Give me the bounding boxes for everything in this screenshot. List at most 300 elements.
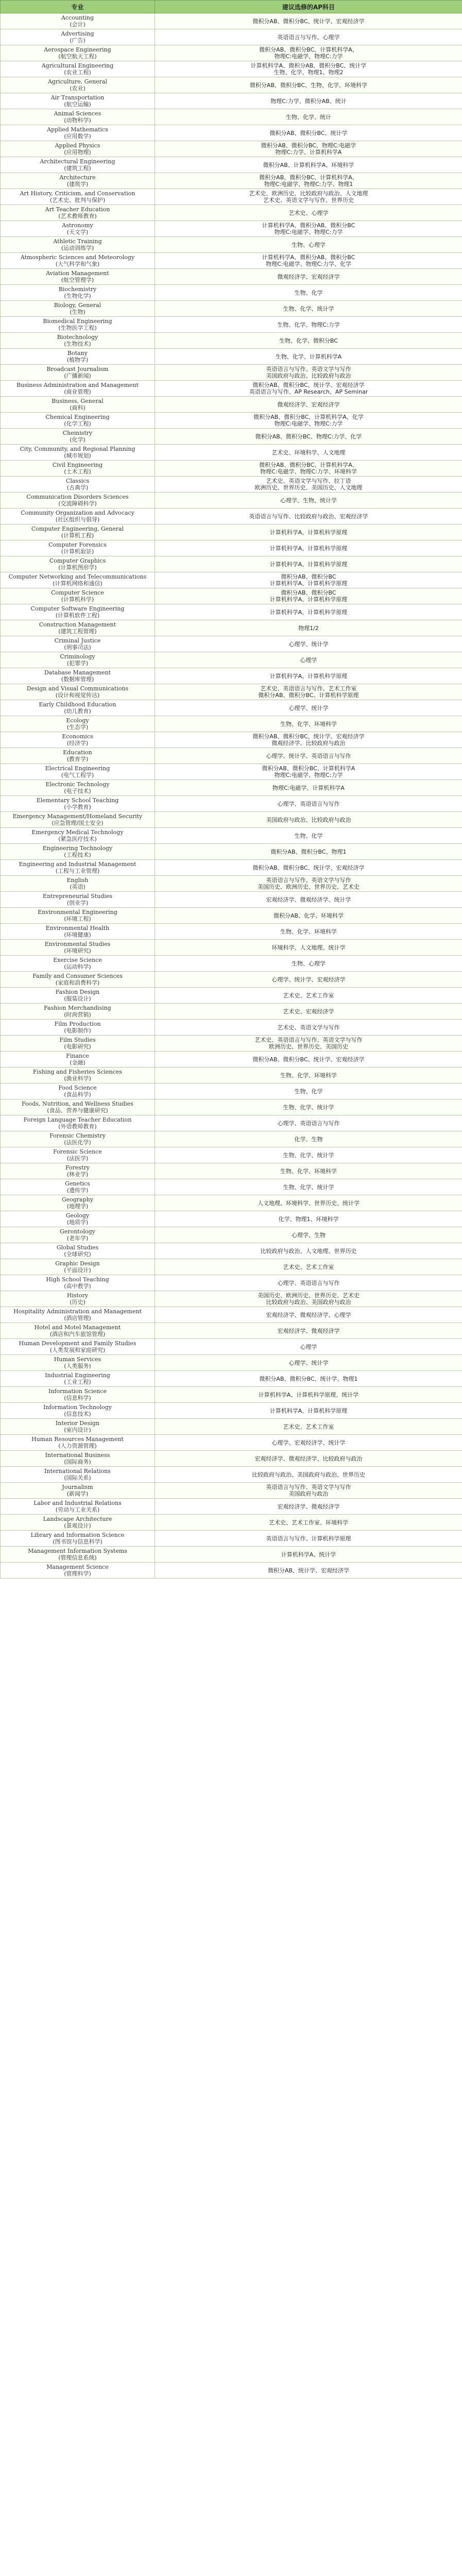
major-name-en: Computer Engineering, General bbox=[31, 526, 124, 532]
table-row bbox=[1, 940, 462, 956]
table-row bbox=[1, 493, 462, 509]
table-row bbox=[1, 45, 462, 61]
course-cell bbox=[155, 205, 462, 221]
major-name-en: Labor and Industrial Relations bbox=[33, 1500, 122, 1506]
major-name-cn: (外语教师教育) bbox=[58, 1123, 97, 1130]
major-name-en: Advertising bbox=[61, 30, 94, 37]
major-name-en: International Relations bbox=[44, 1468, 111, 1475]
major-name-cn: (航空航天工程) bbox=[58, 53, 97, 60]
table-row bbox=[1, 1067, 462, 1083]
course-cell bbox=[155, 1227, 462, 1243]
major-cell bbox=[1, 1467, 155, 1483]
course-line: 英语语言与写作、英语文学与写作 bbox=[266, 877, 351, 884]
major-cell bbox=[1, 429, 155, 445]
course-line: 物理C:电磁学、物理C:力学、环境科学 bbox=[260, 468, 357, 475]
major-name-cn: (生物) bbox=[70, 309, 85, 315]
major-name-en: Film Studies bbox=[59, 1037, 96, 1043]
course-line: 艺术史、欧洲历史、比较政府与政治、人文地理 bbox=[249, 190, 368, 197]
major-name-cn: (城市规划) bbox=[64, 452, 91, 459]
course-line: 比较政府与政治、美国政府与政治 bbox=[266, 1299, 351, 1306]
table-row bbox=[1, 413, 462, 429]
course-cell bbox=[155, 397, 462, 413]
course-cell bbox=[155, 1307, 462, 1323]
course-line: 心理学、英语语言与写作 bbox=[277, 800, 340, 807]
major-cell bbox=[1, 173, 155, 189]
major-cell bbox=[1, 349, 155, 365]
course-cell bbox=[155, 524, 462, 540]
course-line: 微积分AB、微积分BC、统计学、宏观经济学 bbox=[252, 382, 365, 388]
course-cell bbox=[155, 588, 462, 604]
major-name-cn: (建筑学) bbox=[66, 181, 89, 188]
major-name-cn: (工程技术) bbox=[64, 852, 91, 858]
course-line: 生物、化学 bbox=[294, 1088, 323, 1095]
major-cell bbox=[1, 908, 155, 924]
table-row bbox=[1, 1211, 462, 1227]
major-name-en: Emergency Medical Technology bbox=[31, 829, 124, 836]
course-line: 计算机科学A、计算机科学原理 bbox=[269, 672, 348, 680]
major-name-en: Management Science bbox=[46, 1564, 109, 1570]
table-row bbox=[1, 892, 462, 908]
major-cell bbox=[1, 29, 155, 45]
major-cell bbox=[1, 1067, 155, 1083]
major-name-en: Industrial Engineering bbox=[45, 1372, 110, 1379]
major-cell bbox=[1, 732, 155, 748]
major-cell bbox=[1, 253, 155, 269]
table-row bbox=[1, 1115, 462, 1131]
major-cell bbox=[1, 956, 155, 972]
major-cell bbox=[1, 876, 155, 892]
table-row bbox=[1, 445, 462, 461]
major-name-en: Forensic Science bbox=[53, 1148, 102, 1155]
course-line: 物理1/2 bbox=[298, 624, 319, 632]
major-name-cn: (新闻学) bbox=[66, 1490, 89, 1497]
table-row bbox=[1, 29, 462, 45]
course-line: 心理学、统计学、宏观经济学 bbox=[271, 976, 346, 983]
major-name-cn: (应用数学) bbox=[64, 133, 91, 140]
table-row bbox=[1, 764, 462, 780]
course-cell bbox=[155, 636, 462, 652]
major-name-en: Aviation Management bbox=[46, 270, 109, 277]
major-cell bbox=[1, 1387, 155, 1403]
major-cell bbox=[1, 972, 155, 988]
course-line: 微积分AB、微积分BC、计算机科学A、 bbox=[259, 46, 358, 53]
major-cell bbox=[1, 1531, 155, 1547]
table-row bbox=[1, 1036, 462, 1052]
table-row bbox=[1, 77, 462, 93]
major-name-en: Design and Visual Communications bbox=[26, 685, 129, 692]
major-cell bbox=[1, 1499, 155, 1515]
major-name-cn: (航空管理学) bbox=[61, 277, 94, 283]
course-line: 生物、化学 bbox=[294, 289, 323, 296]
major-name-cn: (食品、营养与健康研究) bbox=[47, 1107, 108, 1114]
major-name-en: Entrepreneurial Studies bbox=[43, 893, 112, 900]
major-name-en: Exercise Science bbox=[53, 957, 102, 963]
course-line: 生物、化学、统计学 bbox=[283, 305, 334, 312]
major-name-cn: (数据库管理) bbox=[61, 676, 94, 683]
table-row bbox=[1, 908, 462, 924]
major-name-cn: (广播新闻) bbox=[64, 372, 91, 379]
major-cell bbox=[1, 1259, 155, 1275]
major-name-cn: (法医化学) bbox=[64, 1139, 91, 1146]
major-name-en: Hospitality Administration and Management bbox=[13, 1308, 142, 1315]
table-row bbox=[1, 956, 462, 972]
major-cell bbox=[1, 828, 155, 844]
major-cell bbox=[1, 652, 155, 668]
major-name-cn: (计算机工程) bbox=[61, 532, 94, 539]
course-cell bbox=[155, 93, 462, 109]
major-cell bbox=[1, 269, 155, 285]
major-cell bbox=[1, 221, 155, 237]
table-row bbox=[1, 1275, 462, 1291]
major-cell bbox=[1, 860, 155, 876]
major-cell bbox=[1, 588, 155, 604]
course-line: 生物、化学、环境科学 bbox=[280, 1167, 337, 1175]
course-line: 宏观经济学、微观经济学、心理学 bbox=[266, 1311, 351, 1318]
course-cell bbox=[155, 301, 462, 317]
major-name-cn: (食品科学) bbox=[64, 1091, 91, 1098]
major-name-en: Fashion Design bbox=[55, 989, 100, 995]
course-cell bbox=[155, 700, 462, 716]
table-row bbox=[1, 349, 462, 365]
major-name-en: Chemistry bbox=[62, 430, 93, 436]
table-row bbox=[1, 285, 462, 301]
major-name-en: Graphic Design bbox=[55, 1260, 100, 1267]
major-cell bbox=[1, 892, 155, 908]
course-line: 微积分AB、微积分BC、计算机科学A bbox=[262, 765, 355, 772]
table-row bbox=[1, 588, 462, 604]
course-line: 物理C:电磁学、物理C:力学 bbox=[274, 420, 343, 427]
major-cell bbox=[1, 1227, 155, 1243]
major-name-en: Engineering and Industrial Management bbox=[19, 861, 136, 868]
table-row bbox=[1, 1052, 462, 1067]
course-cell bbox=[155, 109, 462, 125]
major-cell bbox=[1, 572, 155, 588]
course-line: 微积分AB、微积分BC、物理1 bbox=[270, 848, 347, 855]
course-line: 物理C:电磁学、物理C:力学 bbox=[274, 53, 343, 60]
major-name-cn: (应急管理/国土安全) bbox=[52, 820, 104, 826]
course-line: 欧洲历史、世界历史、美国历史、人文地理 bbox=[254, 484, 363, 491]
major-name-en: Database Management bbox=[44, 669, 111, 676]
course-cell bbox=[155, 812, 462, 828]
major-name-cn: (国际商务) bbox=[64, 1459, 91, 1465]
major-name-cn: (林业学) bbox=[66, 1171, 89, 1178]
major-name-en: Information Science bbox=[48, 1388, 107, 1395]
major-name-en: Computer Software Engineering bbox=[30, 605, 125, 612]
course-cell bbox=[155, 429, 462, 445]
major-name-cn: (酒店和汽车旅馆管理) bbox=[49, 1331, 106, 1337]
course-line: 心理学 bbox=[300, 1343, 317, 1350]
major-cell bbox=[1, 477, 155, 493]
major-name-en: Computer Networking and Telecommunications bbox=[8, 573, 147, 580]
course-line: 物理C:电磁学、物理C:力学、物理1 bbox=[264, 181, 353, 188]
major-name-en: Fishing and Fisheries Sciences bbox=[32, 1069, 123, 1075]
course-line: 生物、化学、环境科学 bbox=[280, 928, 337, 935]
major-name-en: Agricultural Engineering bbox=[41, 62, 114, 69]
table-row bbox=[1, 221, 462, 237]
course-cell bbox=[155, 876, 462, 892]
major-cell bbox=[1, 1115, 155, 1131]
major-name-en: International Business bbox=[45, 1452, 110, 1459]
course-line: 计算机科学A、微积分AB、微积分BC、统计学 bbox=[250, 62, 367, 69]
table-row bbox=[1, 1099, 462, 1115]
course-line: 物理C:力学、微积分AB、统计 bbox=[270, 97, 347, 105]
major-name-en: Management Information Systems bbox=[28, 1548, 127, 1554]
table-row bbox=[1, 397, 462, 413]
course-cell bbox=[155, 1179, 462, 1195]
major-cell bbox=[1, 604, 155, 620]
major-name-cn: (景观设计) bbox=[64, 1522, 91, 1529]
table-row bbox=[1, 381, 462, 397]
major-name-en: Business, General bbox=[52, 398, 104, 404]
major-name-cn: (计算机科学) bbox=[61, 596, 94, 603]
major-cell bbox=[1, 1307, 155, 1323]
major-cell bbox=[1, 1052, 155, 1067]
table-row bbox=[1, 828, 462, 844]
major-name-cn: (动物科学) bbox=[64, 117, 91, 124]
major-cell bbox=[1, 237, 155, 253]
major-name-en: Applied Physics bbox=[55, 142, 100, 149]
table-row bbox=[1, 748, 462, 764]
major-name-en: Computer Graphics bbox=[49, 557, 106, 564]
major-cell bbox=[1, 157, 155, 173]
major-cell bbox=[1, 1099, 155, 1115]
table-row bbox=[1, 301, 462, 317]
course-line: 艺术史、英语文学与写作、世界历史 bbox=[263, 197, 354, 204]
course-line: 生物、心理学 bbox=[292, 960, 326, 967]
course-line: 美国历史、欧洲历史、世界历史、艺术史 bbox=[258, 1292, 360, 1299]
major-name-en: Atmospheric Sciences and Meteorology bbox=[20, 254, 135, 261]
course-cell bbox=[155, 1563, 462, 1579]
table-row bbox=[1, 61, 462, 77]
major-name-cn: (生物技术) bbox=[64, 341, 91, 347]
major-name-cn: (应用物理) bbox=[64, 149, 91, 156]
table-row bbox=[1, 109, 462, 125]
major-cell bbox=[1, 1163, 155, 1179]
major-name-cn: (化学工程) bbox=[64, 420, 91, 427]
course-cell bbox=[155, 1419, 462, 1435]
table-row bbox=[1, 205, 462, 221]
course-line: 计算机科学A、计算机科学原理 bbox=[269, 608, 348, 616]
course-cell bbox=[155, 1355, 462, 1371]
table-row bbox=[1, 1355, 462, 1371]
table-row bbox=[1, 93, 462, 109]
major-name-cn: (环境研究) bbox=[64, 947, 91, 954]
table-row bbox=[1, 1563, 462, 1579]
major-cell bbox=[1, 1355, 155, 1371]
course-cell bbox=[155, 61, 462, 77]
table-row bbox=[1, 1195, 462, 1211]
course-line: 艺术史、环境科学、人文地理 bbox=[271, 449, 346, 456]
course-line: 美国政府与政治、比较政府与政治 bbox=[266, 372, 351, 379]
course-line: 计算机科学A、计算机科学原理 bbox=[269, 596, 348, 603]
course-line: 计算机科学A、计算机科学原理 bbox=[269, 529, 348, 536]
major-name-cn: (运动科学) bbox=[64, 963, 91, 970]
course-line: 心理学、宏观经济学、统计学 bbox=[271, 1439, 346, 1446]
course-line: 微积分AB、微积分BC、计算机科学原理 bbox=[258, 692, 359, 699]
major-name-en: Geography bbox=[61, 1196, 94, 1203]
course-line: 微积分AB、微积分BC、计算机科学A、化学 bbox=[253, 414, 364, 420]
course-line: 化学、生物 bbox=[294, 1136, 323, 1143]
course-line: 生物、化学、物理1、物理2 bbox=[273, 69, 344, 76]
major-name-en: Human Resources Management bbox=[31, 1436, 124, 1443]
major-cell bbox=[1, 301, 155, 317]
course-line: 生物、化学、统计学 bbox=[283, 1151, 334, 1159]
major-name-en: Elementary School Teaching bbox=[36, 797, 119, 804]
major-name-en: Food Science bbox=[58, 1084, 97, 1091]
course-line: 艺术史、英语语言与写作、英语文学与写作 bbox=[254, 1037, 363, 1043]
course-cell bbox=[155, 796, 462, 812]
course-cell bbox=[155, 764, 462, 780]
course-cell bbox=[155, 1339, 462, 1355]
major-cell bbox=[1, 540, 155, 556]
table-row bbox=[1, 365, 462, 381]
major-cell bbox=[1, 285, 155, 301]
major-cell bbox=[1, 493, 155, 509]
major-name-cn: (建筑工程) bbox=[64, 165, 91, 172]
course-line: 宏观经济学、微观经济学 bbox=[277, 1327, 340, 1334]
course-line: 微积分AB、微积分BC、生物、化学、环境科学 bbox=[249, 81, 368, 89]
course-cell bbox=[155, 77, 462, 93]
major-name-cn: (刑事司法) bbox=[64, 644, 91, 651]
major-name-cn: (酒店管理) bbox=[64, 1315, 91, 1321]
major-cell bbox=[1, 1371, 155, 1387]
course-cell bbox=[155, 1323, 462, 1339]
major-name-en: Family and Consumer Sciences bbox=[32, 973, 123, 979]
major-cell bbox=[1, 381, 155, 397]
table-row bbox=[1, 924, 462, 940]
course-line: 微观经济学、比较政府与政治 bbox=[271, 740, 346, 747]
major-cell bbox=[1, 509, 155, 524]
course-cell bbox=[155, 317, 462, 333]
table-row bbox=[1, 173, 462, 189]
major-cell bbox=[1, 125, 155, 141]
major-cell bbox=[1, 141, 155, 157]
table-row bbox=[1, 844, 462, 860]
course-cell bbox=[155, 1275, 462, 1291]
table-row bbox=[1, 620, 462, 636]
course-cell bbox=[155, 1387, 462, 1403]
major-name-cn: (计算机软件工程) bbox=[55, 612, 100, 619]
table-row bbox=[1, 732, 462, 748]
course-line: 艺术史、宏观经济学 bbox=[283, 1008, 334, 1015]
major-name-cn: (管理科学) bbox=[64, 1570, 91, 1577]
table-row bbox=[1, 317, 462, 333]
course-cell bbox=[155, 29, 462, 45]
major-cell bbox=[1, 333, 155, 349]
course-line: 生物、心理学 bbox=[292, 241, 326, 248]
major-name-cn: (商科) bbox=[70, 404, 85, 411]
major-name-cn: (人类服务) bbox=[64, 1363, 91, 1369]
major-cell bbox=[1, 1211, 155, 1227]
major-name-en: Computer Forensics bbox=[48, 541, 107, 548]
major-name-en: Education bbox=[63, 749, 92, 756]
table-row bbox=[1, 1387, 462, 1403]
major-name-en: High School Teaching bbox=[46, 1276, 109, 1283]
course-cell bbox=[155, 1052, 462, 1067]
course-line: 微积分AB、微积分BC、统计学、宏观经济学 bbox=[252, 18, 365, 25]
major-name-en: Broadcast Journalism bbox=[46, 366, 109, 372]
course-cell bbox=[155, 173, 462, 189]
major-name-cn: (化学) bbox=[70, 436, 85, 443]
table-header bbox=[1, 1, 462, 13]
major-name-en: Library and Information Science bbox=[30, 1532, 125, 1538]
course-cell bbox=[155, 1515, 462, 1531]
major-name-cn: (电影研究) bbox=[64, 1043, 91, 1050]
course-cell bbox=[155, 924, 462, 940]
major-name-en: Aerospace Engineering bbox=[44, 46, 111, 53]
major-name-cn: (法医学) bbox=[66, 1155, 89, 1162]
course-line: 生物、化学 bbox=[294, 832, 323, 839]
major-name-cn: (广告) bbox=[70, 37, 85, 44]
major-name-cn: (信息科学) bbox=[64, 1395, 91, 1401]
major-name-en: Business Administration and Management bbox=[16, 382, 139, 388]
major-cell bbox=[1, 796, 155, 812]
course-line: 英语语言与写作、心理学 bbox=[277, 33, 340, 41]
course-line: 艺术史、艺术工作室 bbox=[283, 992, 334, 999]
table-row bbox=[1, 237, 462, 253]
course-cell bbox=[155, 1403, 462, 1419]
course-line: 微积分AB、微积分BC、物理C:电磁学 bbox=[261, 142, 356, 149]
major-name-en: Electrical Engineering bbox=[45, 765, 110, 772]
major-name-cn: (国际关系) bbox=[64, 1475, 91, 1481]
major-name-cn: (计算机取证) bbox=[61, 548, 94, 555]
major-name-en: Foods, Nutrition, and Wellness Studies bbox=[22, 1100, 133, 1107]
table-row bbox=[1, 572, 462, 588]
major-name-en: Animal Sciences bbox=[54, 110, 101, 117]
major-name-en: Interior Design bbox=[55, 1420, 100, 1427]
course-line: 生物、化学、环境科学 bbox=[280, 720, 337, 727]
major-name-cn: (创业学) bbox=[66, 900, 89, 906]
course-cell bbox=[155, 141, 462, 157]
major-name-en: Environmental Health bbox=[45, 925, 110, 931]
table-row bbox=[1, 157, 462, 173]
major-cell bbox=[1, 365, 155, 381]
course-line: 生物、化学、统计 bbox=[286, 113, 331, 121]
major-name-en: Gerontology bbox=[60, 1228, 95, 1235]
course-cell bbox=[155, 189, 462, 205]
table-row bbox=[1, 972, 462, 988]
table-row bbox=[1, 796, 462, 812]
major-cell bbox=[1, 61, 155, 77]
course-cell bbox=[155, 1020, 462, 1036]
course-cell bbox=[155, 1483, 462, 1499]
course-line: 心理学、统计学 bbox=[288, 704, 329, 711]
course-line: 计算机科学A、微积分AB、微积分BC bbox=[262, 254, 355, 261]
table-row bbox=[1, 860, 462, 876]
course-line: 比较政府与政治、人文地理、世界历史 bbox=[260, 1247, 357, 1255]
course-cell bbox=[155, 556, 462, 572]
table-row bbox=[1, 988, 462, 1004]
table-row bbox=[1, 1403, 462, 1419]
course-line: 心理学、生物、统计学 bbox=[280, 497, 337, 504]
table-row bbox=[1, 141, 462, 157]
course-cell bbox=[155, 1083, 462, 1099]
major-name-en: Genetics bbox=[65, 1180, 90, 1187]
course-line: 艺术史、英语文学与写作 bbox=[277, 1024, 340, 1031]
major-name-cn: (渔业科学) bbox=[64, 1075, 91, 1082]
major-name-cn: (教育学) bbox=[66, 756, 89, 762]
header-major: 专业 bbox=[1, 1, 155, 13]
major-cell bbox=[1, 1020, 155, 1036]
course-cell bbox=[155, 748, 462, 764]
course-cell bbox=[155, 45, 462, 61]
major-cell bbox=[1, 1547, 155, 1563]
table-row bbox=[1, 876, 462, 892]
major-name-en: Early Childhood Education bbox=[39, 701, 116, 708]
table-row bbox=[1, 668, 462, 684]
course-line: 心理学、英语语言与写作 bbox=[277, 1279, 340, 1286]
table-row bbox=[1, 1163, 462, 1179]
